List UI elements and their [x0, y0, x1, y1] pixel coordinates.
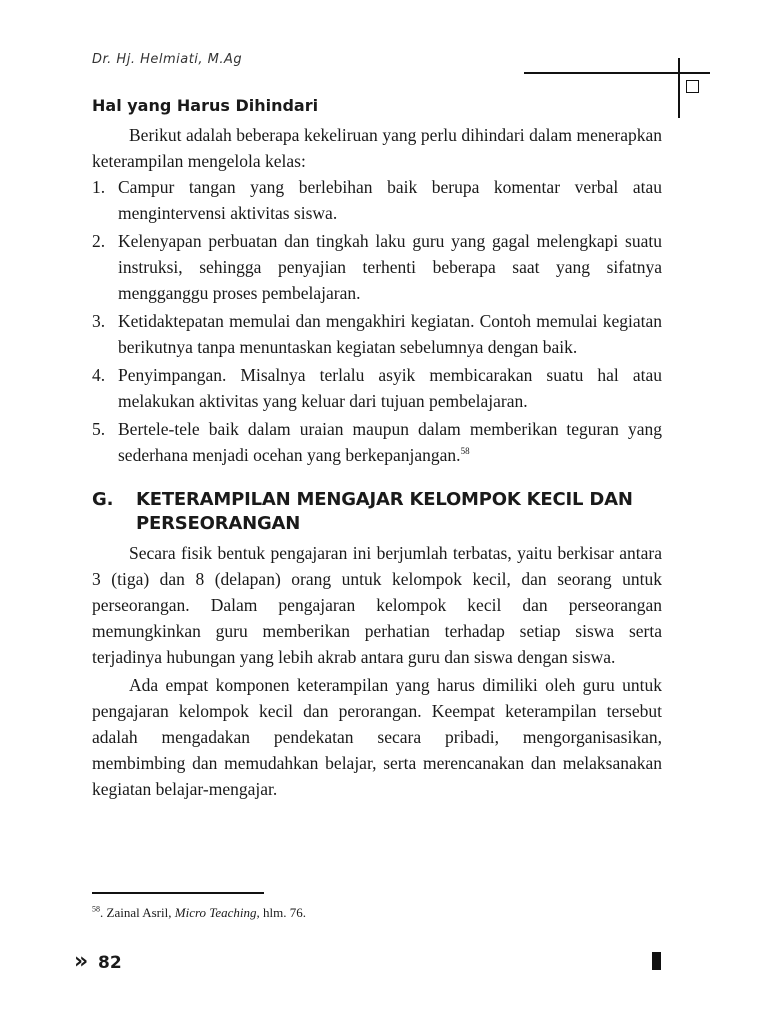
- section-paragraph: Secara fisik bentuk pengajaran ini berjumlah terbatas, yaitu berkisar antara 3 (tiga) dan 8 (delapan) orang untuk kelompok kecil, dan seorang untuk perseorangan. Dalam pengajaran kelompok kecil dan perseorangan memungkinkan guru memberikan perhatian terhadap setiap siswa serta terjadinya hubungan yang lebih akrab antara guru dan siswa dengan siswa.: [92, 543, 662, 667]
- section-title: KETERAMPILAN MENGAJAR KELOMPOK KECIL DAN PERSEORANGAN: [136, 489, 633, 534]
- section-paragraph: Ada empat komponen keterampilan yang harus dimiliki oleh guru untuk pengajaran kelompok kecil dan perorangan. Keempat keterampilan tersebut adalah mengadakan pendekatan secara pribadi, mengorganisasikan, membimbing dan memudahkan belajar, serta merencanakan dan melaksanakan kegiatan belajar-mengajar.: [92, 675, 662, 799]
- list-item: [92, 362, 662, 414]
- page-body: [92, 94, 662, 802]
- list-number: 3.: [92, 311, 106, 331]
- page-number: 82: [98, 953, 122, 973]
- corner-rule-vertical: [678, 58, 680, 118]
- list-text: Ketidaktepatan memulai dan mengakhiri kegiatan. Contoh memulai kegiatan berikutnya tanpa menuntaskan kegiatan sebelumnya dengan baik.: [118, 311, 662, 357]
- footnote-author: . Zainal Asril,: [100, 905, 175, 920]
- avoid-list: [92, 174, 662, 468]
- list-text: Campur tangan yang berlebihan baik berupa komentar verbal atau mengintervensi aktivitas siswa.: [118, 177, 662, 223]
- list-text: Kelenyapan perbuatan dan tingkah laku guru yang gagal melengkapi suatu instruksi, sehingga penyajian terhenti beberapa saat yang sifatnya mengganggu proses pembelajaran.: [118, 231, 662, 303]
- list-item: [92, 308, 662, 360]
- double-chevron-icon: »: [74, 949, 89, 974]
- list-number: 1.: [92, 177, 106, 197]
- footnote-work: Micro Teaching,: [174, 905, 260, 920]
- list-item: [92, 228, 662, 306]
- running-head: Dr. Hj. Helmiati, M.Ag: [92, 52, 243, 67]
- list-item: [92, 174, 662, 226]
- section-heading: [92, 488, 662, 536]
- subsection-intro: Berikut adalah beberapa kekeliruan yang perlu dihindari dalam menerapkan keterampilan mengelola kelas:: [92, 125, 662, 171]
- footer-block-marker: [652, 952, 661, 970]
- section-letter: G.: [92, 489, 114, 510]
- list-text: Penyimpangan. Misalnya terlalu asyik membicarakan suatu hal atau melakukan aktivitas yang keluar dari tujuan pembelajaran.: [118, 365, 662, 411]
- list-item: [92, 416, 662, 468]
- list-number: 4.: [92, 365, 106, 385]
- footnote-marker: 58: [92, 904, 100, 914]
- footnote-pages: hlm. 76.: [259, 905, 306, 920]
- list-text: Bertele-tele baik dalam uraian maupun dalam memberikan teguran yang sederhana menjadi ocehan yang berkepanjangan.: [118, 419, 662, 465]
- list-number: 2.: [92, 231, 106, 251]
- subsection-title: Hal yang Harus Dihindari: [92, 96, 319, 115]
- footnote-reference[interactable]: 58: [460, 446, 470, 457]
- footnote-divider: [92, 892, 264, 894]
- footnote: [92, 905, 306, 921]
- corner-square-icon: [686, 80, 699, 93]
- list-number: 5.: [92, 419, 106, 439]
- corner-rule-horizontal: [524, 72, 710, 74]
